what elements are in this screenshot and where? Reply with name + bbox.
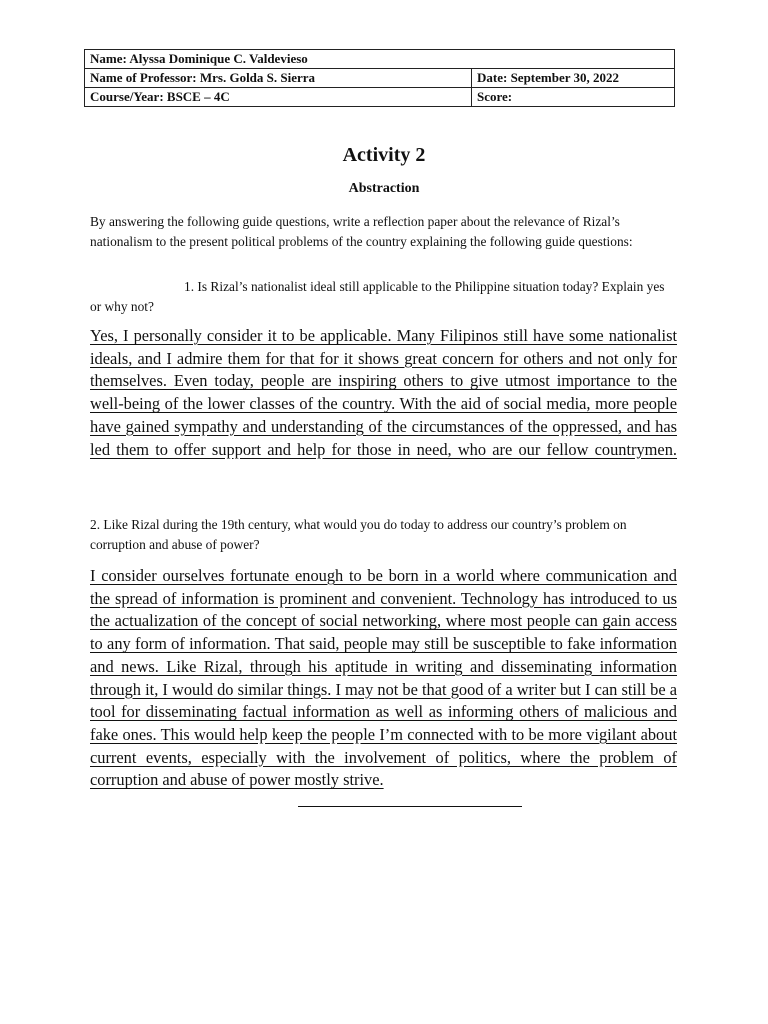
submission-date: Date: September 30, 2022 <box>472 69 675 88</box>
score-field: Score: <box>472 88 675 107</box>
question-2: 2. Like Rizal during the 19th century, what would you do today to address our country’s problem on corruption and abuse of power? <box>90 517 627 552</box>
info-row-name <box>85 50 675 69</box>
question-1-number: 1. <box>184 279 195 294</box>
info-row-course <box>85 88 675 107</box>
question-1 <box>90 277 670 316</box>
answer-1: Yes, I personally consider it to be applicable. Many Filipinos still have some nationalist ideals, and I admire them for that for it shows great concern for others and not only for themselves. Even today, people are inspiring others to give utmost importance to the well-being of the lower classes of the country. With the aid of social media, more people have gained sympathy and understanding of the circumstances of the oppressed, and has led them to offer support and help for those in need, who are our fellow countrymen. <box>90 326 677 459</box>
page-subtitle: Abstraction <box>348 181 420 196</box>
page-title: Activity 2 <box>342 144 426 166</box>
question-1-text: Is Rizal’s nationalist ideal still applicable to the Philippine situation today? Explain yes or why not? <box>90 279 665 314</box>
professor-name: Name of Professor: Mrs. Golda S. Sierra <box>85 69 472 88</box>
instructions-text: By answering the following guide questions, write a reflection paper about the relevance of Rizal’s nationalism to the present political problems of the country explaining the following guide questions: <box>90 214 633 249</box>
answer-2-trailing-underline <box>298 806 522 807</box>
course-year: Course/Year: BSCE – 4C <box>85 88 472 107</box>
student-name: Name: Alyssa Dominique C. Valdevieso <box>85 50 675 69</box>
info-row-professor <box>85 69 675 88</box>
answer-2: I consider ourselves fortunate enough to be born in a world where communication and the spread of information is prominent and convenient. Technology has introduced to us the actualization of the concept of social networking, where most people can gain access to any form of information. That said, people may still be susceptible to fake information and news. Like Rizal, through his aptitude in writing and disseminating information through it, I would do similar things. I may not be that good of a writer but I can still be a tool for disseminating factual information as well as informing others of malicious and fake ones. This would help keep the people I’m connected with to be more vigilant about current events, especially with the involvement of politics, where the problem of corruption and abuse of power mostly strive. <box>90 566 677 790</box>
student-info-table <box>84 49 675 107</box>
